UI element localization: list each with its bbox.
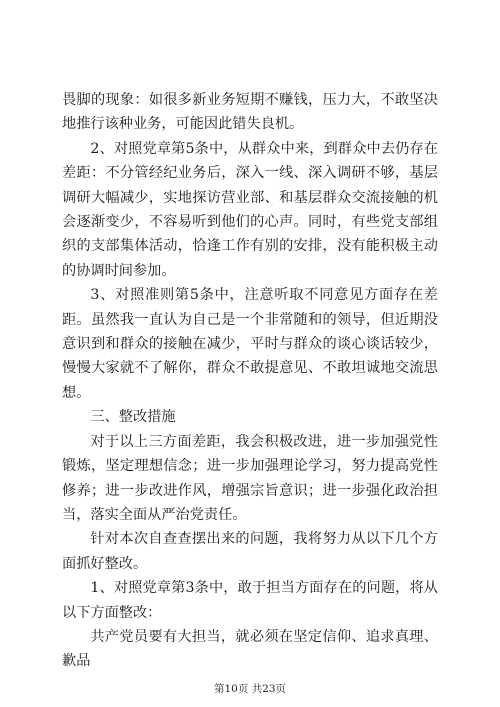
page-number-footer: 第10页 共23页 (213, 683, 287, 695)
paragraph-item-2: 2、对照党章第5条中，从群众中来，到群众中去仍存在差距：不分管经纪业务后，深入一线、深入调研不够，基层调研大幅减少，实地探访营业部、和基层群众交流接触的机会逐渐变少，不容易听到他们的心声。同时，有些党支部组织的支部集体活动，恰逢工作有别的安排，没有能积极主动的协调时间参加。 (62, 140, 438, 279)
document-body (62, 88, 438, 674)
paragraph-continuation: 畏脚的现象：如很多新业务短期不赚钱，压力大，不敢坚决地推行该种业务，可能因此错失良机。 (62, 92, 438, 133)
paragraph-item-3: 3、对照准则第5条中，注意听取不同意见方面存在差距。虽然我一直认为自己是一个非常随和的领导，但近期没意识到和群众的接触在减少，平时与群众的谈心谈话较少，慢慢大家就不了解你，群众不敢提意见、不敢坦诚地交流思想。 (62, 287, 438, 401)
paragraph-rectification-item-1: 1、对照党章第3条中，敢于担当方面存在的问题，将从以下方面整改： (62, 580, 438, 621)
paragraph-rectification-intro: 对于以上三方面差距，我会积极改进，进一步加强党性锻炼，坚定理想信念；进一步加强理论学习，努力提高党性修养；进一步改进作风，增强宗旨意识；进一步强化政治担当，落实全面从严治党责任。 (62, 433, 438, 523)
section-heading-rectification: 三、整改措施 (90, 409, 176, 426)
paragraph-rectification-detail: 共产党员要有大担当，就必须在坚定信仰、追求真理、歉品 (62, 628, 438, 670)
paragraph-rectification-plan: 针对本次自查查摆出来的问题，我将努力从以下几个方面抓好整改。 (62, 531, 438, 572)
